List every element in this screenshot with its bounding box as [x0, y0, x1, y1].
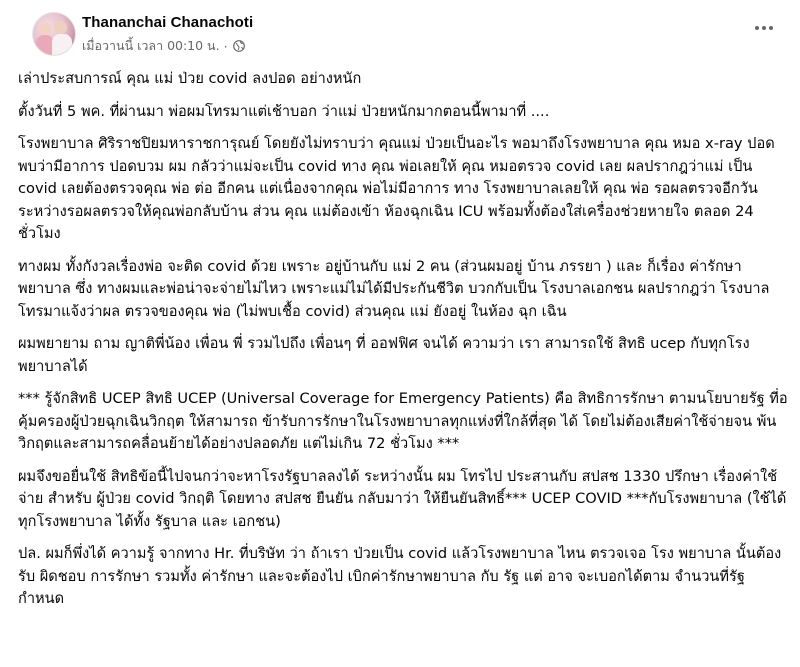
author-name[interactable]: Thananchai Chanachoti — [82, 14, 254, 31]
post-paragraph: ทางผม ทั้งกังวลเรื่องพ่อ จะติด covid ด้วย เพราะ อยู่บ้านกับ แม่ 2 คน (ส่วนผมอยู่ บ้าน ภรรยา ) และ ก็เรื่อง ค่ารักษาพยาบาล ซึ่ง ทางผมและพ่อน่าจะจ่ายไม่ไหว เพราะแม่ไม่ได้มีประกันชีวิต บวกกับเป็น โรงบาลเอกชน ผลปรากฎว่า โรงบาล โทรมาแจ้งว่าผล ตรวจของคุณ พ่อ (ไม่พบเชื้อ covid) ส่วนคุณ แม่ ยังอยู่ ในห้อง ฉุก เฉิน — [18, 257, 770, 320]
avatar-figure-right-body — [52, 34, 72, 56]
post-paragraph: *** รู้จักสิทธิ UCEP สิทธิ UCEP (Universal Coverage for Emergency Patients) คือ สิทธิการรักษา ตามนโยบายรัฐ ที่อคุ้มครองผู้ป่วยฉุกเฉินวิกฤต ให้สามารถ ข้ารับการรักษาในโรงพยาบาลทุกแห่งที่ใกล้ที่สุด ได้ โดยไม่ต้องเสียค่าใช้จ่ายจน พ้นวิกฤตและสามารถคลื่อนย้ายได้อย่างปลอดภัย แต่ไม่เกิน 72 ชั่วโมง *** — [18, 390, 788, 452]
more-options-icon[interactable] — [750, 18, 778, 38]
dot — [762, 26, 766, 30]
post-meta — [82, 36, 245, 56]
post-header — [18, 0, 800, 64]
avatar-figure-right-head — [54, 21, 67, 34]
avatar-figure-left-head — [40, 23, 52, 35]
dot — [755, 26, 759, 30]
avatar[interactable] — [32, 12, 76, 56]
dot — [769, 26, 773, 30]
meta-separator: · — [223, 38, 228, 54]
post-paragraph-headline: เล่าประสบการณ์ คุณ แม่ ป่วย covid ลงปอด อย่างหนัก — [18, 70, 362, 87]
post-timestamp[interactable]: เมื่อวานนี้ เวลา 00:10 น. — [82, 38, 220, 53]
post-paragraph: ตั้งวันที่ 5 พค. ที่ผ่านมา พ่อผมโทรมาแต่เช้าบอก ว่าแม่ ป่วยหนักมากตอนนี้พามาที่ .... — [18, 102, 550, 120]
post-body — [18, 68, 788, 621]
globe-icon[interactable] — [233, 40, 245, 52]
post-paragraph: ผมจึงขอยื่นใช้ สิทธิข้อนี้ไปจนกว่าจะหาโรงรัฐบาลลงได้ ระหว่างนั้น ผม โทรไป ประสานกับ สปสช 1330 ปรึกษา เรื่องค่าใช้จ่าย สำหรับ ผู้ป่วย covid วิกฤติ โดยทาง สปสช ยืนยัน กลับมาว่า ให้ยืนยันสิทธิ์*** UCEP COVID ***กับโรงพยาบาล (ใช้ได้ทุกโรงพยาบาล ได้ทั้ง รัฐบาล และ เอกชน) — [18, 467, 787, 530]
post-paragraph: ผมพยายาม ถาม ญาติพี่น้อง เพื่อน พี่ รวมไปถึง เพื่อนๆ ที่ ออฟฟิศ จนได้ ความว่า เรา สามารถใช้ สิทธิ ucep กับทุกโรงพยาบาลได้ — [18, 335, 750, 375]
post-paragraph: ปล. ผมก็พึ่งได้ ความรู้ จากทาง Hr. ที่บริษัท ว่า ถ้าเรา ป่วยเป็น covid แล้วโรงพยาบาล ไหน ตรวจเจอ โรง พยาบาล นั้นต้อง รับ ผิดชอบ การรักษา รวมทั้ง ค่ารักษา และจะต้องไป เบิกค่ารักษาพยาบาล กับ รัฐ แต่ อาจ จะเบอกได้ตาม จำนวนที่รัฐ กำหนด — [18, 545, 782, 607]
post-paragraph: โรงพยาบาล ศิริราชปิยมหาราชการุณย์ โดยยังไม่ทราบว่า คุณแม่ ป่วยเป็นอะไร พอมาถึงโรงพยาบาล คุณ หมอ x-ray ปอด พบว่ามีอาการ ปอดบวม ผม กลัวว่าแม่จะเป็น covid ทาง คุณ พ่อเลยให้ คุณ หมอตรวจ covid เลย ผลปรากฎว่าแม่ เป็น covid เลยต้องตรวจคุณ พ่อ ต่อ อีกคน แต่เนื่องจากคุณ พ่อไม่มีอาการ ทาง โรงพยาบาลเลยให้ คุณ พ่อ รอผลตรวจอีกวัน ระหว่างรอผลตรวจให้คุณพ่อกลับบ้าน ส่วน คุณ แม่ต้องเข้า ห้องฉุกเฉิน ICU พร้อมทั้งต้องใส่เครื่องช่วยหายใจ ตลอด 24 ชั่วโมง — [18, 135, 775, 242]
